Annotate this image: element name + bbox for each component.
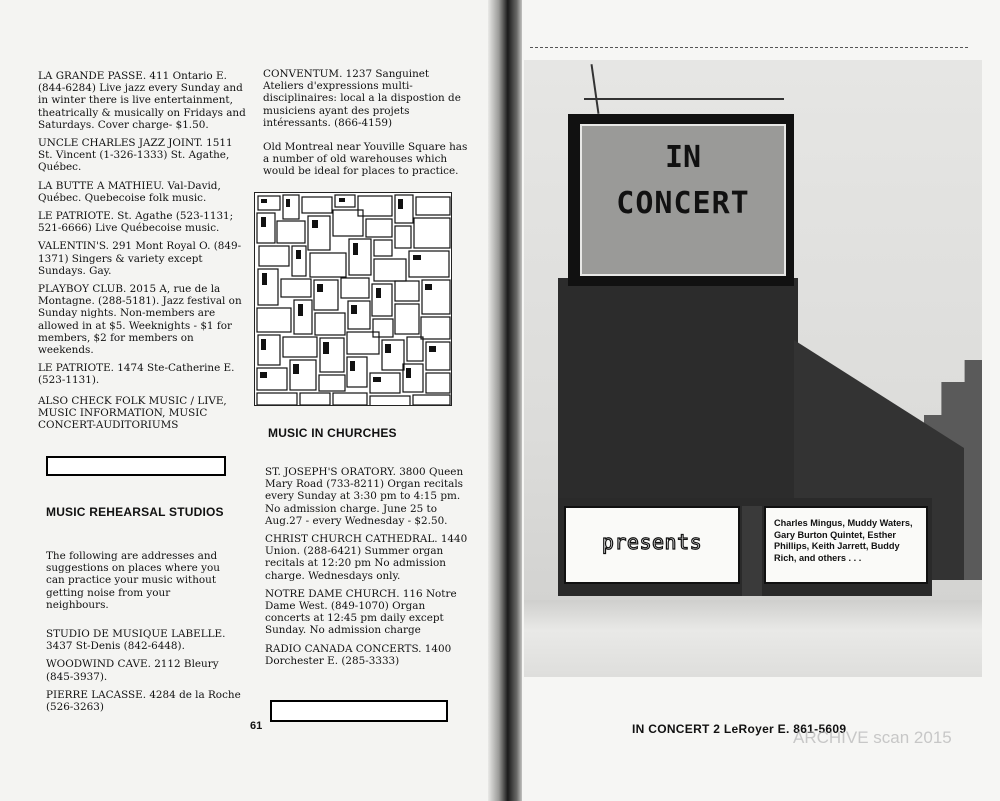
radio-canada-concerts: RADIO CANADA CONCERTS. 1400 Dorchester E. (285-3333) xyxy=(265,642,452,667)
studio-woodwind-cave: WOODWIND CAVE. 2112 Bleury (845-3937). xyxy=(46,658,219,683)
blank-label-box-right xyxy=(270,700,448,722)
mosaic-illustration xyxy=(254,192,452,406)
listing-old-montreal: Old Montreal near Youville Square has a number of old warehouses which would be ideal for places to practice. xyxy=(263,141,468,178)
lower-billboard-divider xyxy=(742,506,762,596)
listing-uncle-charles: UNCLE CHARLES JAZZ JOINT. 1511 St. Vincent (1-326-1333) St. Agathe, Québec. xyxy=(38,137,233,174)
blank-label-box-left xyxy=(46,456,226,476)
studio-list xyxy=(46,628,246,719)
presents-text: presents xyxy=(601,530,703,554)
listing-also-check: ALSO CHECK FOLK MUSIC / LIVE, MUSIC INFORMATION, MUSIC CONCERT-AUDITORIUMS xyxy=(38,394,227,432)
church-st-josephs: ST. JOSEPH'S ORATORY. 3800 Queen Mary Road (733-8211) Organ recitals every Sunday at 3:30 pm to 4:15 pm. No admission charge. June 25 to Aug.27 - every Wednesday - $2.50. xyxy=(265,466,464,527)
page-number: 61 xyxy=(250,720,263,732)
photo-caption: IN CONCERT 2 LeRoyer E. 861-5609 xyxy=(632,722,847,736)
church-notre-dame: NOTRE DAME CHURCH. 116 Notre Dame West. (849-1070) Organ concerts at 12:45 pm daily except Sunday. No admission charge xyxy=(265,587,457,637)
listing-valentins: VALENTIN'S. 291 Mont Royal O. (849-1371) Singers & variety except Sundays. Gay. xyxy=(38,240,242,277)
rehearsal-heading: MUSIC REHEARSAL STUDIOS xyxy=(46,505,224,519)
listing-column-b xyxy=(263,68,473,184)
billboard-line-concert: CONCERT xyxy=(616,186,750,221)
listing-la-grande-passe: LA GRANDE PASSE. 411 Ontario E. (844-6284) Live jazz every Sunday and in winter there is live entertainment, theatrically & musically on Fridays and Saturdays. Cover charge- $1.50. xyxy=(38,70,246,131)
churches-heading: MUSIC IN CHURCHES xyxy=(268,426,397,440)
church-christ-church: CHRIST CHURCH CATHEDRAL. 1440 Union. (288-6421) Summer organ recitals at 12:20 pm No admission charge. Wednesdays only. xyxy=(265,533,468,582)
listing-la-butte: LA BUTTE A MATHIEU. Val-David, Québec. Quebecoise folk music. xyxy=(38,179,221,204)
listing-le-patriote-agathe: LE PATRIOTE. St. Agathe (523-1131; 521-6666) Live Québecoise music. xyxy=(38,210,234,235)
rehearsal-intro: The following are addresses and suggestions on places where you can practice your music without getting noise from your neighbours. xyxy=(46,550,220,611)
acts-text: Charles Mingus, Muddy Waters, Gary Burton Quintet, Esther Phillips, Keith Jarrett, Buddy Rich, and others . . . xyxy=(774,518,913,563)
listing-le-patriote-catherine: LE PATRIOTE. 1474 Ste-Catherine E. (523-1131). xyxy=(38,362,235,387)
photo-snow xyxy=(524,600,982,677)
page-edge-line xyxy=(530,47,968,48)
listing-playboy-club: PLAYBOY CLUB. 2015 A, rue de la Montagne. (288-5181). Jazz festival on Sunday nights. Non-members are allowed in at $5. Weeknights - $1 for members, $2 for members on weekends. xyxy=(38,283,242,357)
billboard-photo xyxy=(524,60,982,677)
church-list xyxy=(265,466,473,673)
studio-pierre-lacasse: PIERRE LACASSE. 4284 de la Roche (526-3263) xyxy=(46,688,241,714)
listing-column-a xyxy=(38,70,248,437)
billboard-line-in: IN xyxy=(664,140,702,175)
studio-labelle: STUDIO DE MUSIQUE LABELLE. 3437 St-Denis (842-6448). xyxy=(46,628,226,653)
listing-conventum: CONVENTUM. 1237 Sanguinet Ateliers d'expressions multi-disciplinaires: local a la dispostion de musiciens ayant des projets intéressants. (866-4159) xyxy=(263,68,461,129)
scan-watermark: ARCHIVE scan 2015 xyxy=(793,728,952,747)
book-gutter xyxy=(488,0,524,801)
